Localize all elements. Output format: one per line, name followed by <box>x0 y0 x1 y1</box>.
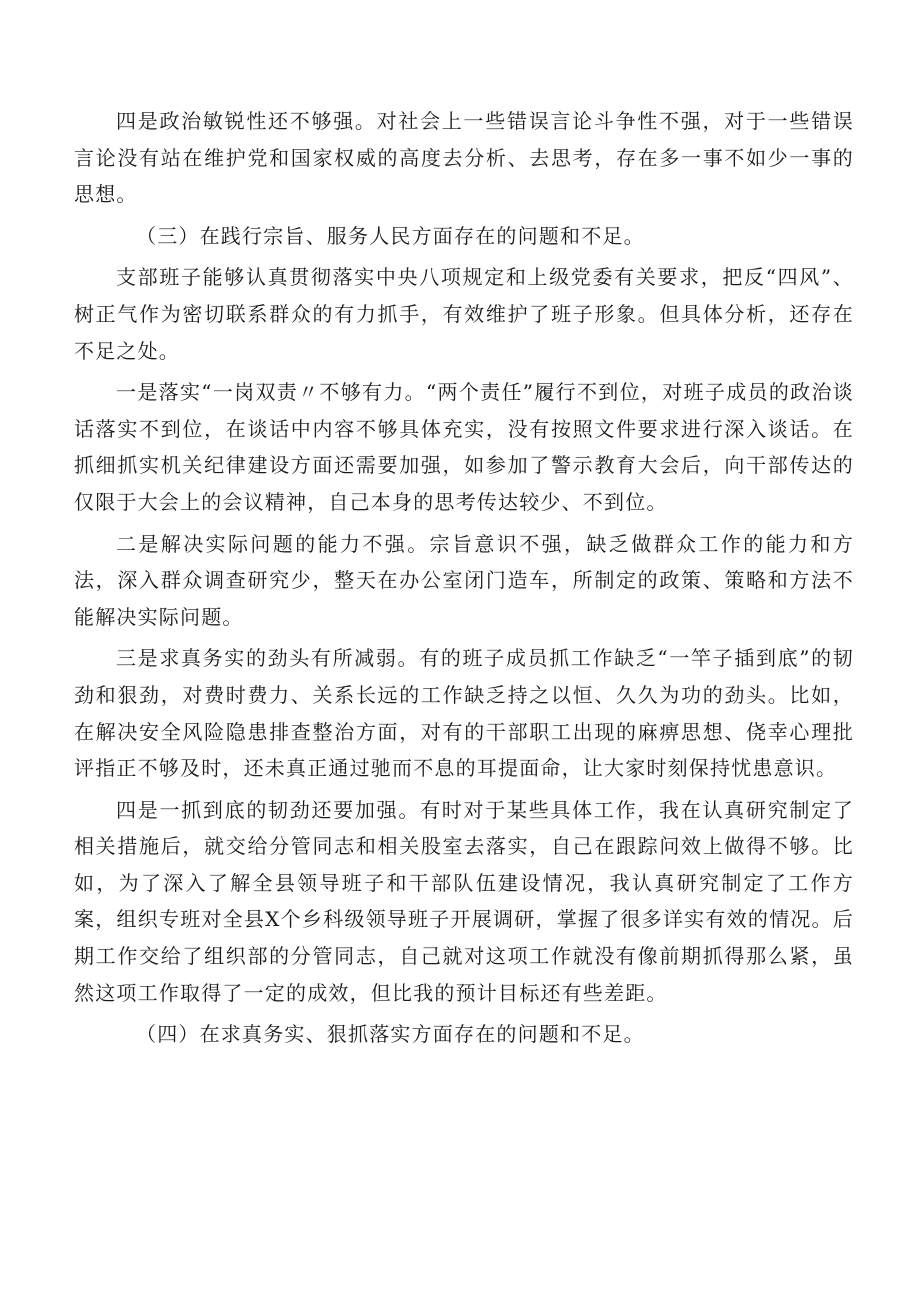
paragraph-point-two-problem-solving: 二是解决实际问题的能力不强。宗旨意识不强，缺乏做群众工作的能力和方法，深入群众调查研究少，整天在办公室闭门造车，所制定的政策、策略和方法不能解决实际问题。 <box>74 531 854 629</box>
paragraph-point-one-responsibility: 一是落实“一岗双责〃不够有力。“两个责任”履行不到位，对班子成员的政治谈话落实不到位，在谈话中内容不够具体充实，没有按照文件要求进行深入谈话。在抓细抓实机关纪律建设方面还需要加强，如参加了警示教育大会后，向干部传达的仅限于大会上的会议精神，自己本身的思考传达较少、不到位。 <box>74 380 854 514</box>
paragraph-point-three-pragmatism: 三是求真务实的劲头有所减弱。有的班子成员抓工作缺乏“一竿子插到底”的韧劲和狠劲，对费时费力、关系长远的工作缺乏持之以恒、久久为功的劲头。比如，在解决安全风险隐患排查整治方面，对有的干部职工出现的麻痹思想、侥幸心理批评指正不够及时，还未真正通过驰而不息的耳提面命，让大家时刻保持忧患意识。 <box>74 646 854 781</box>
section-heading-three: （三）在践行宗旨、服务人民方面存在的问题和不足。 <box>136 223 645 248</box>
document-body <box>74 103 854 1058</box>
paragraph-point-four-persistence: 四是一抓到底的韧劲还要加强。有时对于某些具体工作，我在认真研究制定了相关措施后，就交给分管同志和相关股室去落实，自己在跟踪问效上做得不够。比如，为了深入了解全县领导班子和干部队伍建设情况，我认真研究制定了工作方案，组织专班对全县X个乡科级领导班子开展调研，掌握了很多详实有效的情况。后期工作交给了组织部的分管同志，自己就对这项工作就没有像前期抓得那么紧，虽然这项工作取得了一定的成效，但比我的预计目标还有些差距。 <box>74 797 854 1005</box>
section-heading-four: （四）在求真务实、狠抓落实方面存在的问题和不足。 <box>136 1022 645 1047</box>
paragraph-branch-overview: 支部班子能够认真贯彻落实中央八项规定和上级党委有关要求，把反“四风”、树正气作为密切联系群众的有力抓手，有效维护了班子形象。但具体分析，还存在不足之处。 <box>74 265 854 363</box>
paragraph-point-four-political-sensitivity: 四是政治敏锐性还不够强。对社会上一些错误言论斗争性不强，对于一些错误言论没有站在维护党和国家权威的高度去分析、去思考，存在多一事不如少一事的思想。 <box>74 109 854 207</box>
